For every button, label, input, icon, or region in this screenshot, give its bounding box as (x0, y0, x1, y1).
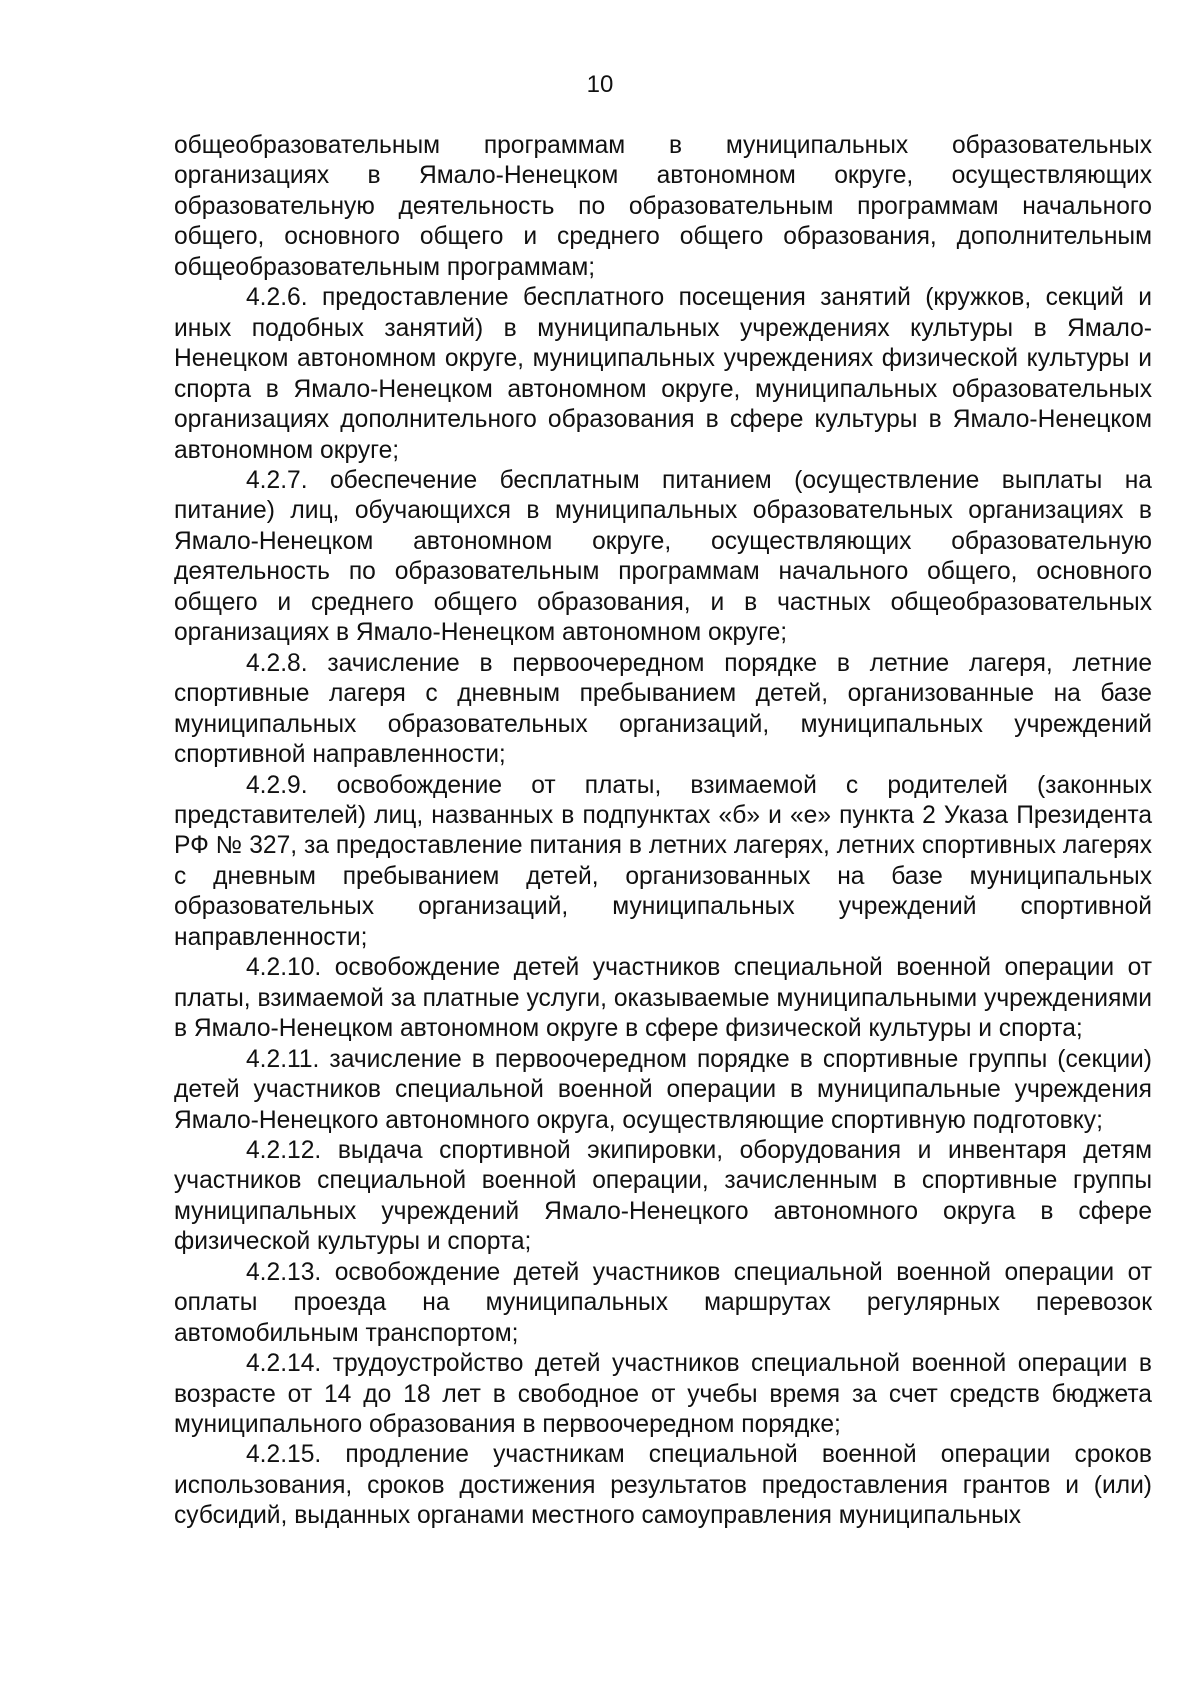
clause-number: 4.2.8. (246, 649, 308, 677)
paragraph-text: зачисление в первоочередном порядке в летние лагеря, летние спортивные лагеря с дневным пребыванием детей, организованные на базе муниципальных образовательных организаций, муниципальных учреждений спортивной направленности; (174, 649, 1153, 769)
paragraph-4-2-11 (174, 1045, 1152, 1136)
document-body (174, 131, 1152, 1532)
paragraph-4-2-15 (174, 1440, 1152, 1531)
paragraph-text: выдача спортивной экипировки, оборудования и инвентаря детям участников специальной военной операции, зачисленным в спортивные группы муниципальных учреждений Ямало-Ненецкого автономного округа в сфере физической культуры и спорта; (174, 1136, 1153, 1256)
paragraph-text: предоставление бесплатного посещения занятий (кружков, секций и иных подобных занятий) в муниципальных учреждениях культуры в Ямало-Ненецком автономном округе, муниципальных учреждениях физической культуры и спорта в Ямало-Ненецком автономном округе, муниципальных образовательных организациях дополнительного образования в сфере культуры в Ямало-Ненецком автономном округе; (174, 284, 1152, 464)
clause-number: 4.2.11. (246, 1045, 320, 1073)
paragraph-text: освобождение детей участников специальной военной операции от платы, взимаемой за платные услуги, оказываемые муниципальными учреждениями в Ямало-Ненецком автономном округе в сфере физической культуры и спорта; (174, 954, 1153, 1043)
page-number: 10 (586, 71, 614, 98)
paragraph-4-2-14 (174, 1349, 1152, 1440)
paragraph-text: трудоустройство детей участников специальной военной операции в возрасте от 14 до 18 лет в свободное от учебы время за счет средств бюджета муниципального образования в первоочередном порядке; (174, 1350, 1152, 1439)
clause-number: 4.2.12. (246, 1136, 322, 1164)
paragraph-4-2-10 (174, 953, 1152, 1044)
paragraph-4-2-8 (174, 649, 1152, 771)
clause-number: 4.2.13. (246, 1258, 322, 1286)
paragraph-4-2-12 (174, 1136, 1152, 1258)
paragraph-text: общеобразовательным программам в муниципальных образовательных организациях в Ямало-Ненецком автономном округе, осуществляющих образовательную деятельность по образовательным программам начального общего, основного общего и среднего общего образования, дополнительным общеобразовательным программам; (174, 132, 1152, 281)
clause-number: 4.2.9. (246, 771, 308, 799)
paragraph-text: зачисление в первоочередном порядке в спортивные группы (секции) детей участников специальной военной операции в муниципальные учреждения Ямало-Ненецкого автономного округа, осуществляющие спортивную подготовку; (174, 1045, 1152, 1134)
paragraph-4-2-7 (174, 466, 1152, 649)
paragraph-continuation (174, 131, 1152, 283)
clause-number: 4.2.15. (246, 1441, 322, 1469)
paragraph-text: освобождение детей участников специальной военной операции от оплаты проезда на муниципальных маршрутах регулярных перевозок автомобильным транспортом; (174, 1258, 1153, 1347)
clause-number: 4.2.14. (246, 1350, 322, 1378)
paragraph-4-2-6 (174, 283, 1152, 466)
paragraph-text: освобождение от платы, взимаемой с родителей (законных представителей) лиц, названных в подпунктах «б» и «е» пункта 2 Указа Президента РФ № 327, за предоставление питания в летних лагерях, летних спортивных лагерях с дневным пребыванием детей, организованных на базе муниципальных образовательных организаций, муниципальных учреждений спортивной направленности; (174, 771, 1152, 951)
clause-number: 4.2.7. (246, 466, 308, 494)
paragraph-text: обеспечение бесплатным питанием (осуществление выплаты на питание) лиц, обучающихся в муниципальных образовательных организациях в Ямало-Ненецком автономном округе, осуществляющих образовательную деятельность по образовательным программам начального общего, основного общего и среднего общего образования, и в частных общеобразовательных организациях в Ямало-Ненецком автономном округе; (174, 466, 1152, 647)
paragraph-4-2-13 (174, 1258, 1152, 1349)
paragraph-text: продление участникам специальной военной операции сроков использования, сроков достижения результатов предоставления грантов и (или) субсидий, выданных органами местного самоуправления муниципальных (174, 1441, 1152, 1530)
paragraph-4-2-9 (174, 771, 1152, 954)
clause-number: 4.2.6. (246, 284, 308, 312)
clause-number: 4.2.10. (246, 954, 322, 982)
